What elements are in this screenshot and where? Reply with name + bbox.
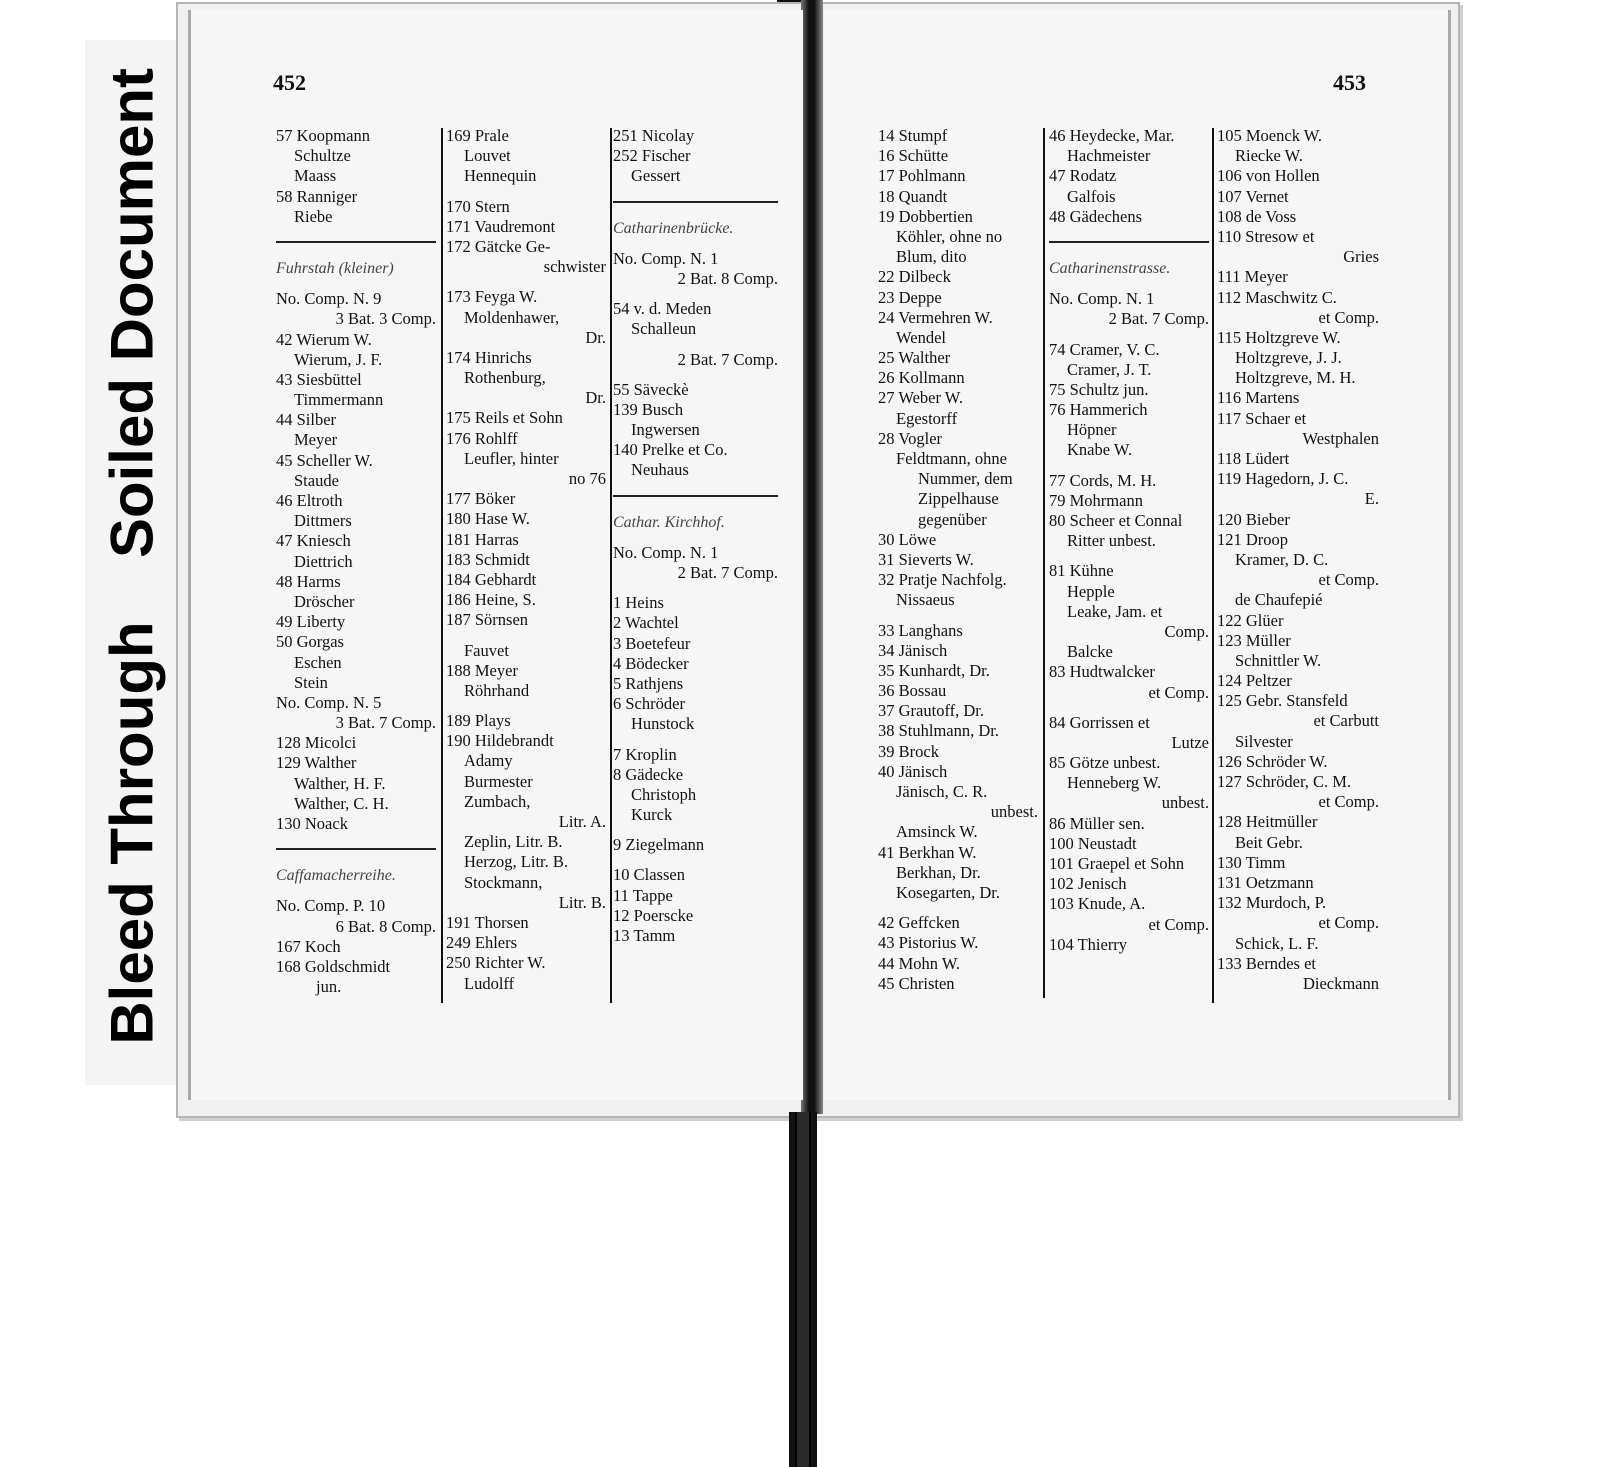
directory-entry: 47 Kniesch bbox=[276, 531, 351, 551]
left-page-column-1 bbox=[276, 126, 436, 997]
directory-entry: Zippelhause bbox=[918, 489, 999, 509]
directory-entry: 105 Moenck W. bbox=[1217, 126, 1322, 145]
directory-entry: No. Comp. N. 1 bbox=[613, 542, 719, 562]
directory-entry: unbest. bbox=[1161, 793, 1209, 813]
directory-entry: Schick, L. F. bbox=[1235, 933, 1319, 953]
directory-entry: 38 Stuhlmann, Dr. bbox=[878, 721, 1000, 741]
directory-entry: 139 Busch bbox=[613, 399, 684, 419]
directory-entry: Röhrhand bbox=[464, 680, 530, 700]
directory-entry: 3 Boetefeur bbox=[613, 633, 691, 653]
directory-entry: 180 Hase W. bbox=[446, 509, 530, 529]
directory-entry: Herzog, Litr. B. bbox=[464, 852, 569, 872]
section-heading: Cathar. Kirchhof. bbox=[613, 513, 725, 531]
directory-entry: Hachmeister bbox=[1067, 146, 1151, 166]
directory-entry: 118 Lüdert bbox=[1217, 449, 1290, 468]
directory-entry: 2 Bat. 7 Comp. bbox=[1108, 309, 1209, 329]
directory-entry: 189 Plays bbox=[446, 711, 511, 731]
directory-entry: No. Comp. N. 9 bbox=[276, 289, 382, 309]
directory-entry: Stockmann, bbox=[464, 872, 543, 892]
directory-entry: Kosegarten, Dr. bbox=[896, 882, 1001, 902]
directory-entry: 168 Goldschmidt bbox=[276, 956, 391, 976]
directory-entry: Silvester bbox=[1235, 731, 1293, 751]
directory-entry: 13 Tamm bbox=[613, 926, 676, 945]
directory-entry: et Carbutt bbox=[1313, 711, 1379, 731]
directory-entry: 250 Richter W. bbox=[446, 953, 546, 973]
book-gutter bbox=[801, 0, 823, 1114]
directory-entry: de Chaufepié bbox=[1235, 590, 1323, 610]
directory-entry: Gries bbox=[1343, 247, 1379, 267]
directory-entry: 46 Heydecke, Mar. bbox=[1049, 126, 1175, 145]
directory-entry: 2 Bat. 8 Comp. bbox=[677, 268, 778, 288]
directory-entry: Adamy bbox=[464, 751, 513, 771]
directory-entry: unbest. bbox=[990, 802, 1038, 822]
directory-entry: Moldenhawer, bbox=[464, 307, 560, 327]
section-heading: Caffamacherreihe. bbox=[276, 867, 396, 885]
spacer bbox=[613, 289, 778, 299]
spacer bbox=[1049, 330, 1209, 340]
directory-entry: Balcke bbox=[1067, 642, 1113, 662]
directory-entry: 32 Pratje Nachfolg. bbox=[878, 570, 1007, 590]
directory-entry: Diettrich bbox=[294, 551, 353, 571]
directory-entry: 77 Cords, M. H. bbox=[1049, 470, 1157, 490]
directory-entry: 3 Bat. 7 Comp. bbox=[335, 713, 436, 733]
directory-entry: 104 Thierry bbox=[1049, 934, 1128, 954]
directory-entry: 25 Walther bbox=[878, 348, 951, 368]
directory-entry: 170 Stern bbox=[446, 196, 510, 216]
directory-entry: Dröscher bbox=[294, 591, 355, 611]
directory-entry: jun. bbox=[316, 977, 342, 997]
directory-entry: gegenüber bbox=[918, 509, 987, 529]
directory-entry: Kurck bbox=[631, 805, 673, 825]
directory-entry: 8 Gädecke bbox=[613, 764, 684, 784]
directory-entry: 31 Sieverts W. bbox=[878, 549, 974, 569]
directory-entry: 126 Schröder W. bbox=[1217, 751, 1328, 771]
section-heading: Fuhrstah (kleiner) bbox=[276, 259, 394, 277]
directory-entry: 55 Säveckè bbox=[613, 379, 689, 399]
directory-entry: Hepple bbox=[1067, 581, 1115, 601]
directory-entry: 7 Kroplin bbox=[613, 744, 677, 764]
directory-entry: Schalleun bbox=[631, 319, 697, 339]
directory-entry: 10 Classen bbox=[613, 865, 685, 885]
directory-entry: Zumbach, bbox=[464, 791, 531, 811]
directory-entry: Gessert bbox=[631, 166, 681, 186]
directory-entry: 16 Schütte bbox=[878, 146, 949, 166]
left-page-column-2 bbox=[446, 126, 606, 994]
directory-entry: Staude bbox=[294, 470, 339, 490]
spacer bbox=[1049, 703, 1209, 713]
spacer bbox=[613, 825, 778, 835]
directory-entry: 174 Hinrichs bbox=[446, 347, 532, 367]
directory-entry: et Comp. bbox=[1318, 570, 1379, 590]
directory-entry: Litr. A. bbox=[558, 812, 606, 831]
directory-entry: 106 von Hollen bbox=[1217, 166, 1320, 186]
directory-entry: 131 Oetzmann bbox=[1217, 872, 1314, 892]
directory-entry: 128 Heitmüller bbox=[1217, 812, 1318, 832]
directory-entry: 54 v. d. Meden bbox=[613, 299, 712, 319]
directory-entry: 41 Berkhan W. bbox=[878, 842, 977, 862]
directory-entry: 49 Liberty bbox=[276, 612, 346, 632]
directory-entry: 40 Jänisch bbox=[878, 761, 948, 781]
directory-entry: 83 Hudtwalcker bbox=[1049, 662, 1155, 682]
directory-entry: et Comp. bbox=[1148, 914, 1209, 934]
directory-entry: 123 Müller bbox=[1217, 630, 1291, 650]
spacer bbox=[878, 611, 1038, 621]
spacer bbox=[613, 583, 778, 593]
directory-entry: Ritter unbest. bbox=[1067, 531, 1156, 551]
column-rule bbox=[441, 128, 443, 1003]
directory-entry: 129 Walther bbox=[276, 753, 357, 773]
directory-entry: 107 Vernet bbox=[1217, 186, 1289, 206]
directory-entry: 122 Glüer bbox=[1217, 610, 1284, 630]
soiled-document-label: Soiled Document bbox=[98, 67, 166, 559]
directory-entry: 116 Martens bbox=[1217, 388, 1300, 408]
directory-entry: 101 Graepel et Sohn bbox=[1049, 854, 1185, 873]
directory-entry: Nummer, dem bbox=[918, 469, 1013, 489]
directory-entry: Ingwersen bbox=[631, 420, 700, 440]
directory-entry: 17 Pohlmann bbox=[878, 166, 966, 186]
directory-entry: 103 Knude, A. bbox=[1049, 894, 1146, 914]
directory-entry: Louvet bbox=[464, 146, 511, 166]
directory-entry: 188 Meyer bbox=[446, 660, 518, 680]
directory-entry: 37 Grautoff, Dr. bbox=[878, 701, 985, 721]
directory-entry: Dieckmann bbox=[1302, 973, 1379, 993]
directory-entry: Egestorff bbox=[896, 408, 958, 428]
directory-entry: Holtzgreve, J. J. bbox=[1235, 348, 1342, 368]
directory-entry: Henneberg W. bbox=[1067, 773, 1162, 793]
directory-entry: 2 Bat. 7 Comp. bbox=[677, 563, 778, 582]
spacer bbox=[446, 701, 606, 711]
directory-entry: Fauvet bbox=[464, 640, 509, 660]
directory-entry: Lutze bbox=[1171, 732, 1209, 752]
directory-entry: 50 Gorgas bbox=[276, 632, 344, 652]
directory-entry: 112 Maschwitz C. bbox=[1217, 287, 1337, 307]
directory-entry: 43 Pistorius W. bbox=[878, 933, 979, 953]
left-page-column-3 bbox=[613, 126, 778, 946]
directory-entry: et Comp. bbox=[1318, 307, 1379, 327]
directory-entry: Wendel bbox=[896, 327, 946, 347]
section-divider bbox=[276, 241, 436, 243]
directory-entry: 191 Thorsen bbox=[446, 912, 529, 932]
directory-entry: Meyer bbox=[294, 430, 338, 450]
directory-entry: 42 Wierum W. bbox=[276, 329, 372, 349]
directory-entry: Dr. bbox=[585, 327, 606, 347]
column-rule bbox=[1212, 128, 1214, 1003]
directory-entry: 45 Scheller W. bbox=[276, 450, 373, 470]
page-number-right: 453 bbox=[1333, 70, 1366, 95]
directory-entry: 100 Neustadt bbox=[1049, 833, 1137, 853]
directory-entry: Leufler, hinter bbox=[464, 448, 559, 468]
directory-entry: Berkhan, Dr. bbox=[896, 862, 981, 882]
directory-entry: 132 Murdoch, P. bbox=[1217, 893, 1327, 913]
directory-entry: No. Comp. P. 10 bbox=[276, 896, 386, 916]
directory-entry: 58 Ranniger bbox=[276, 186, 358, 206]
directory-entry: 45 Christen bbox=[878, 973, 955, 993]
directory-entry: 115 Holtzgreve W. bbox=[1217, 327, 1341, 347]
directory-entry: No. Comp. N. 1 bbox=[613, 248, 719, 268]
spacer bbox=[613, 533, 778, 543]
directory-entry: Litr. B. bbox=[558, 892, 606, 912]
directory-entry: 117 Schaer et bbox=[1217, 408, 1307, 428]
spacer bbox=[613, 239, 778, 249]
directory-entry: 120 Bieber bbox=[1217, 509, 1290, 529]
directory-entry: et Comp. bbox=[1148, 682, 1209, 702]
directory-entry: 251 Nicolay bbox=[613, 126, 695, 145]
directory-entry: et Comp. bbox=[1318, 913, 1379, 933]
directory-entry: 133 Berndes et bbox=[1217, 953, 1316, 973]
directory-entry: No. Comp. N. 5 bbox=[276, 692, 382, 712]
directory-entry: 140 Prelke et Co. bbox=[613, 440, 728, 460]
directory-entry: Zeplin, Litr. B. bbox=[464, 832, 563, 852]
directory-entry: Cramer, J. T. bbox=[1067, 359, 1152, 379]
spacer bbox=[878, 903, 1038, 913]
spacer bbox=[446, 277, 606, 287]
section-divider bbox=[1049, 241, 1209, 243]
directory-entry: Westphalen bbox=[1302, 428, 1379, 448]
directory-entry: 74 Cramer, V. C. bbox=[1049, 339, 1160, 359]
directory-entry: 172 Gätcke Ge- bbox=[446, 236, 551, 256]
directory-entry: 4 Bödecker bbox=[613, 653, 689, 673]
directory-entry: 181 Harras bbox=[446, 529, 519, 549]
spacer bbox=[613, 735, 778, 745]
directory-entry: Schnittler W. bbox=[1235, 650, 1322, 670]
directory-entry: Knabe W. bbox=[1067, 440, 1133, 460]
directory-entry: 252 Fischer bbox=[613, 146, 691, 166]
directory-entry: 80 Scheer et Connal bbox=[1049, 511, 1183, 530]
directory-entry: Hennequin bbox=[464, 166, 537, 186]
spacer bbox=[1049, 461, 1209, 471]
directory-entry: 110 Stresow et bbox=[1217, 226, 1315, 246]
column-rule bbox=[1043, 128, 1045, 998]
directory-entry: 76 Hammerich bbox=[1049, 400, 1148, 420]
directory-entry: 42 Geffcken bbox=[878, 913, 960, 933]
directory-entry: 3 Bat. 3 Comp. bbox=[335, 309, 436, 329]
directory-entry: 125 Gebr. Stansfeld bbox=[1217, 691, 1348, 711]
directory-entry: 34 Jänisch bbox=[878, 640, 948, 660]
section-divider bbox=[613, 201, 778, 203]
spacer bbox=[276, 279, 436, 289]
directory-entry: Amsinck W. bbox=[896, 822, 978, 842]
directory-entry: 127 Schröder, C. M. bbox=[1217, 772, 1352, 791]
directory-entry: 28 Vogler bbox=[878, 428, 943, 448]
directory-entry: 81 Kühne bbox=[1049, 561, 1114, 581]
spacer bbox=[276, 886, 436, 896]
directory-entry: 22 Dilbeck bbox=[878, 267, 951, 287]
directory-entry: 128 Micolci bbox=[276, 733, 357, 753]
directory-entry: 75 Schultz jun. bbox=[1049, 379, 1149, 399]
directory-entry: 23 Deppe bbox=[878, 287, 942, 307]
directory-entry: 130 Noack bbox=[276, 814, 348, 833]
section-divider bbox=[276, 848, 436, 850]
directory-entry: 14 Stumpf bbox=[878, 126, 948, 145]
directory-entry: 102 Jenisch bbox=[1049, 874, 1127, 894]
directory-entry: Blum, dito bbox=[896, 247, 967, 267]
directory-entry: 85 Götze unbest. bbox=[1049, 753, 1161, 773]
section-heading: Catharinenstrasse. bbox=[1049, 259, 1171, 277]
bleed-through-label: Bleed Through bbox=[98, 621, 166, 1045]
spacer bbox=[1049, 279, 1209, 289]
directory-entry: 12 Poerscke bbox=[613, 905, 694, 925]
directory-entry: 86 Müller sen. bbox=[1049, 813, 1145, 833]
directory-entry: et Comp. bbox=[1318, 792, 1379, 812]
directory-entry: Galfois bbox=[1067, 186, 1116, 206]
directory-entry: 187 Sörnsen bbox=[446, 610, 529, 630]
directory-entry: 169 Prale bbox=[446, 126, 509, 145]
directory-entry: Neuhaus bbox=[631, 460, 689, 480]
right-page-column-2 bbox=[1049, 126, 1209, 955]
directory-entry: Wierum, J. F. bbox=[294, 349, 383, 369]
right-page-column-3 bbox=[1217, 126, 1379, 994]
directory-entry: 48 Harms bbox=[276, 571, 341, 591]
directory-entry: 249 Ehlers bbox=[446, 933, 518, 953]
directory-entry: 43 Siesbüttel bbox=[276, 369, 362, 389]
directory-entry: 124 Peltzer bbox=[1217, 671, 1292, 691]
directory-entry: 19 Dobbertien bbox=[878, 206, 973, 226]
directory-entry: 26 Kollmann bbox=[878, 368, 965, 388]
directory-entry: Höpner bbox=[1067, 420, 1117, 440]
directory-entry: 6 Bat. 8 Comp. bbox=[335, 916, 436, 936]
directory-entry: 36 Bossau bbox=[878, 681, 947, 701]
directory-entry: 167 Koch bbox=[276, 936, 341, 956]
directory-entry: no 76 bbox=[568, 469, 606, 488]
directory-entry: 2 Bat. 7 Comp. bbox=[677, 349, 778, 369]
page-number-left: 452 bbox=[273, 70, 306, 95]
directory-entry: Riebe bbox=[294, 206, 333, 226]
directory-entry: Riecke W. bbox=[1235, 146, 1303, 166]
directory-entry: 1 Heins bbox=[613, 593, 664, 613]
section-divider bbox=[613, 495, 778, 497]
directory-entry: 183 Schmidt bbox=[446, 549, 530, 569]
bookmark-ribbon bbox=[795, 1112, 811, 1467]
directory-entry: E. bbox=[1364, 489, 1379, 509]
directory-entry: Feldtmann, ohne bbox=[896, 449, 1007, 468]
directory-entry: 2 Wachtel bbox=[613, 613, 679, 633]
directory-entry: 44 Silber bbox=[276, 410, 337, 430]
directory-entry: Timmermann bbox=[294, 390, 384, 410]
spacer bbox=[613, 340, 778, 350]
directory-entry: Köhler, ohne no bbox=[896, 226, 1003, 246]
directory-entry: 119 Hagedorn, J. C. bbox=[1217, 469, 1349, 489]
directory-entry: 33 Langhans bbox=[878, 620, 963, 640]
directory-entry: Hunstock bbox=[631, 714, 695, 734]
directory-entry: Walther, C. H. bbox=[294, 793, 389, 813]
directory-entry: 9 Ziegelmann bbox=[613, 835, 705, 855]
column-rule bbox=[610, 128, 612, 1003]
directory-entry: Burmester bbox=[464, 771, 533, 791]
directory-entry: Beit Gebr. bbox=[1235, 832, 1303, 852]
directory-entry: Stein bbox=[294, 672, 328, 692]
directory-entry: Leake, Jam. et bbox=[1067, 601, 1163, 621]
spacer bbox=[613, 370, 778, 380]
directory-entry: 108 de Voss bbox=[1217, 206, 1297, 226]
directory-entry: 47 Rodatz bbox=[1049, 166, 1117, 186]
directory-entry: Jänisch, C. R. bbox=[896, 782, 988, 801]
directory-entry: 121 Droop bbox=[1217, 529, 1289, 549]
directory-entry: 177 Böker bbox=[446, 489, 516, 509]
directory-entry: 11 Tappe bbox=[613, 885, 673, 905]
right-page-column-1 bbox=[878, 126, 1038, 994]
directory-entry: 184 Gebhardt bbox=[446, 569, 537, 589]
directory-entry: 130 Timm bbox=[1217, 852, 1286, 872]
directory-entry: Christoph bbox=[631, 784, 697, 804]
directory-entry: 6 Schröder bbox=[613, 694, 685, 714]
directory-entry: Holtzgreve, M. H. bbox=[1235, 368, 1356, 388]
directory-entry: 190 Hildebrandt bbox=[446, 731, 554, 751]
directory-entry: 84 Gorrissen et bbox=[1049, 712, 1150, 732]
spacer bbox=[446, 187, 606, 197]
directory-entry: 173 Feyga W. bbox=[446, 287, 538, 307]
directory-entry: Dr. bbox=[585, 388, 606, 408]
directory-entry: 5 Rathjens bbox=[613, 673, 684, 693]
spacer bbox=[613, 855, 778, 865]
directory-entry: 171 Vaudremont bbox=[446, 216, 556, 236]
directory-entry: 79 Mohrmann bbox=[1049, 490, 1143, 510]
directory-entry: 27 Weber W. bbox=[878, 388, 963, 408]
directory-entry: schwister bbox=[543, 257, 606, 277]
directory-entry: 111 Meyer bbox=[1217, 267, 1288, 287]
directory-entry: 39 Brock bbox=[878, 741, 939, 761]
directory-entry: Maass bbox=[294, 166, 337, 186]
directory-entry: Eschen bbox=[294, 652, 342, 672]
directory-entry: Kramer, D. C. bbox=[1235, 549, 1329, 569]
spacer bbox=[446, 631, 606, 641]
directory-entry: 30 Löwe bbox=[878, 529, 937, 549]
directory-entry: Dittmers bbox=[294, 511, 352, 531]
directory-entry: 44 Mohn W. bbox=[878, 953, 961, 973]
directory-entry: Schultze bbox=[294, 146, 351, 166]
section-heading: Catharinenbrücke. bbox=[613, 219, 734, 237]
directory-entry: No. Comp. N. 1 bbox=[1049, 289, 1155, 309]
directory-entry: 186 Heine, S. bbox=[446, 590, 536, 610]
directory-entry: Nissaeus bbox=[896, 590, 955, 610]
spacer bbox=[1049, 551, 1209, 561]
directory-entry: 46 Eltroth bbox=[276, 491, 343, 510]
directory-entry: 24 Vermehren W. bbox=[878, 307, 993, 327]
directory-entry: Ludolff bbox=[464, 973, 515, 993]
directory-entry: 176 Rohlff bbox=[446, 428, 518, 448]
directory-entry: 175 Reils et Sohn bbox=[446, 408, 563, 428]
directory-entry: 18 Quandt bbox=[878, 186, 948, 206]
directory-entry: Walther, H. F. bbox=[294, 773, 386, 793]
directory-entry: Comp. bbox=[1164, 621, 1209, 641]
directory-entry: 35 Kunhardt, Dr. bbox=[878, 660, 990, 680]
directory-entry: 48 Gädechens bbox=[1049, 206, 1143, 226]
directory-entry: 57 Koopmann bbox=[276, 126, 370, 145]
directory-entry: Rothenburg, bbox=[464, 368, 546, 388]
